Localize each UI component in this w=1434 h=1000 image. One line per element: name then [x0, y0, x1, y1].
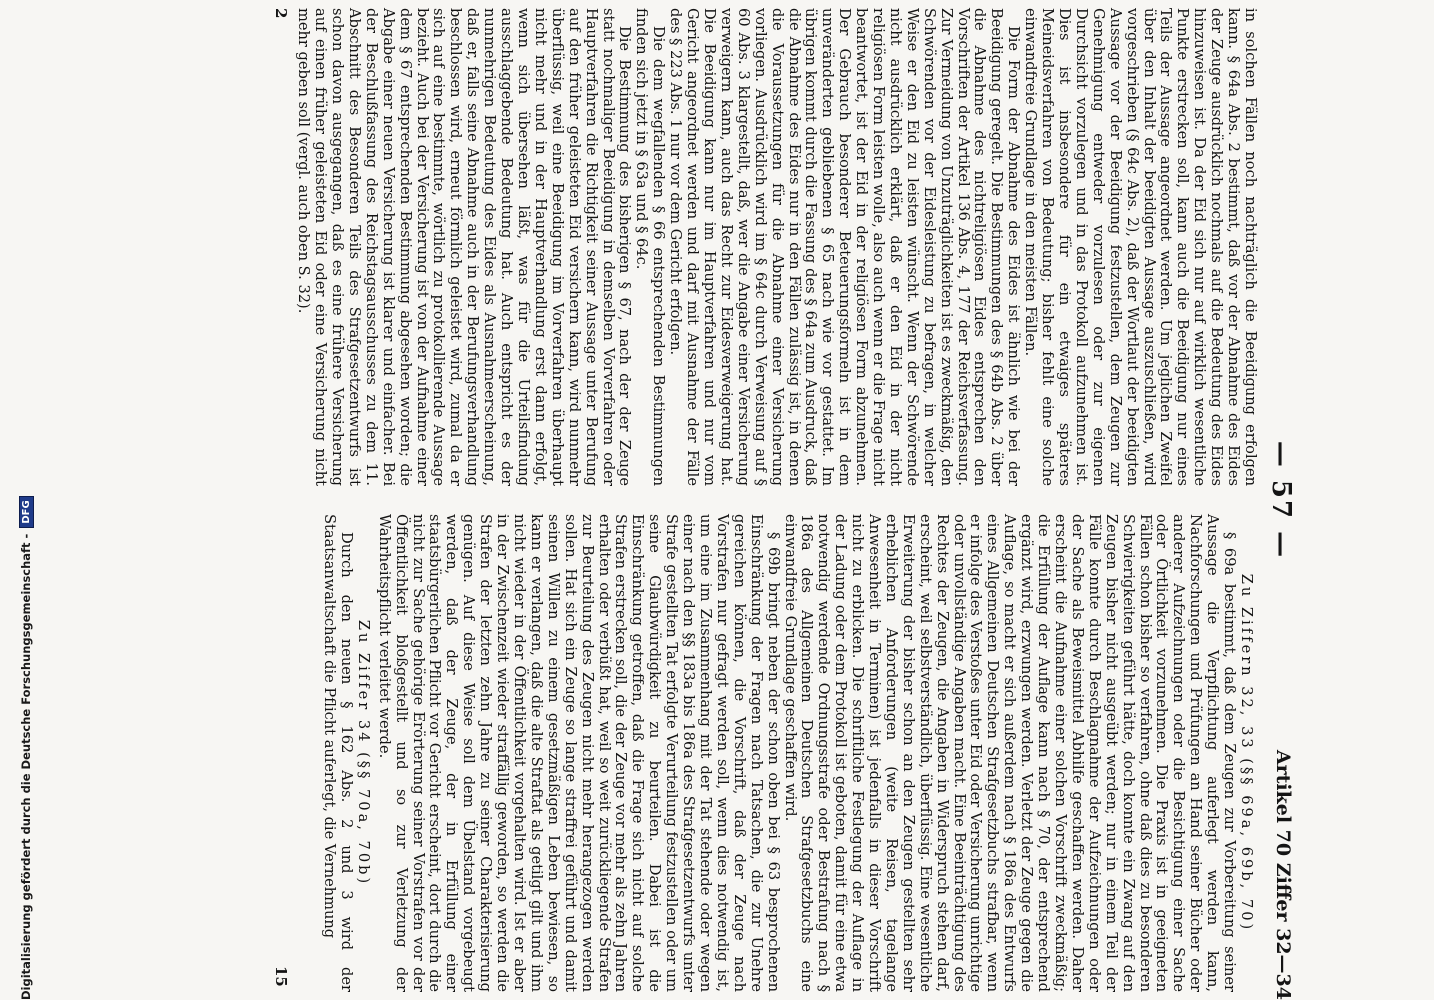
left-paragraph-4: Die Bestimmung des bisherigen § 67, nach der der Zeuge statt nochmaliger Beeidigung in demselben Vorverfahren oder Hauptverfahren die Richtigkeit seiner Aussage unter Berufung auf den früher geleisteten Eid versichern kann, wird nunmehr überflüssig, weil eine Beeidigung im Vorverfahren überhaupt nicht mehr und in der Hauptverhandlung erst dann erfolgt, wenn sich übersehen läßt, was für die Urteilsfindung ausschlaggebende Bedeutung hat. Auch entspricht es der nunmehrigen Bedeutung des Eides als Ausnahmeerscheinung, daß er, falls seine Abnahme auch in der Berufungsverhandlung beschlossen wird, erneut förmlich geleistet wird, zumal da er sich auf eine bestimmte, wörtlich zu protokollierende Aussage bezieht. Auch bei der Versicherung ist von der Aufnahme einer dem § 67 entsprechenden Bestimmung abgesehen worden; die Abgabe einer neuen Versicherung ist klarer und einfacher. Bei der Beschlußfassung des Reichstagsausschusses zu dem 11. Abschnitt des Besonderen Teils des Strafgesetzentwurfs ist schon davon ausgegangen, daß es eine frühere Versicherung auf einen früher geleisteten Eid oder eine Versicherung nicht mehr geben soll (vergl. auch oben S. 32). — [295, 8, 634, 486]
right-paragraph-1: § 69a bestimmt, daß dem Zeugen zur Vorbereitung seiner Aussage die Verpflichtung auferlegt werden kann, Nachforschungen und Prüfungen an Hand seiner Bücher oder anderer Aufzeichnungen oder die Besichtigung einer Sache oder Örtlichkeit vorzunehmen. Die Praxis ist in geeigneten Fällen schon bisher so verfahren, ohne daß dies zu besonderen Schwierigkeiten geführt hätte, doch konnte ein Zwang auf den Zeugen bisher nicht ausgeübt werden; nur in einem Teil der Fälle konnte durch Beschlagnahme der Aufzeichnungen oder der Sache als Beweismittel Abhilfe geschaffen werden. Daher erscheint die Aufnahme einer solchen Vorschrift zweckmäßig; die Erfüllung der Auflage kann nach § 70, der entsprechend ergänzt wird, erzwungen werden. Verletzt der Zeuge gegen die Auflage, so macht er sich außerdem nach § 186a des Entwurfs eines Allgemeinen Deutschen Strafgesetzbuchs strafbar, wenn er infolge des Verstoßes unter Eid oder Versicherung unrichtige oder unvollständige Angaben macht. Eine Beeinträchtigung des Rechtes der Zeugen, die Angaben in Widerspruch stehen darf, erscheint, weil selbstverständlich, überflüssig. Eine wesentliche Erweiterung der bisher schon an den Zeugen gestellten sehr erheblichen Anforderungen (weite Reisen, tagelange Anwesenheit in Terminen) ist jedenfalls in dieser Vorschrift nicht zu erblicken. Die schriftliche Festlegung der Auflage in der Ladung oder dem Protokoll ist geboten, damit für eine etwa notwendig werdende Ordnungsstrafe oder Bestrafung nach § 186a des Allgemeinen Deutschen Strafgesetzbuchs eine einwandfreie Grundlage geschaffen wird. — [781, 514, 1239, 992]
left-paragraph-2: Die Form der Abnahme des Eides ist ähnlich wie bei der Beeidigung geregelt. Die Bestimmungen des § 64b Abs. 2 über die Abnahme des nichtreligiösen Eides entsprechen den Vorschriften der Artikel 136 Abs. 4, 177 der Reichsverfassung. Zur Vermeidung von Unzuträglichkeiten ist es zweckmäßig, den Schwörenden vor der Eidesleistung zu befragen, in welcher Weise er den Eid zu leisten wünscht. Wenn der Schwörende nicht ausdrücklich erklärt, daß er den Eid in der nicht religiösen Form leisten wolle, also auch wenn er die Frage nicht beantwortet, ist der Eid in der religiösen Form abzunehmen. Der Gebrauch besonderer Beteuerungsformeln ist in dem unveränderten gebliebenen § 65 nach wie vor gestattet. Im übrigen kommt durch die Fassung des § 64a zum Ausdruck, daß die Abnahme des Eides nur in den Fällen zulässig ist, in denen die Voraussetzungen für die Abnahme einer Versicherung vorliegen. Ausdrücklich wird im § 64c durch Verweisung auf § 60 Abs. 3 klargestellt, daß, wer die Angabe einer Versicherung verweigern kann, auch das Recht zur Eidesverweigerung hat. Die Beeidigung kann nur im Hauptverfahren und nur vom Gericht angeordnet werden und darf mit Ausnahme der Fälle des § 223 Abs. 1 nur vor dem Gericht erfolgen. — [667, 8, 1023, 486]
left-paragraph-1: in solchen Fällen noch nachträglich die Beeidigung erfolgen kann. § 64a Abs. 2 bestimmt, daß vor der Abnahme des Eides der Zeuge ausdrücklich nochmals auf die Bedeutung des Eides hinzuweisen ist. Da der Eid sich nur auf wirklich wesentliche Punkte erstrecken soll, kann auch die Beeidigung nur eines Teils der Aussage angeordnet werden. Um jeglichen Zweifel über den Inhalt der beeidigten Aussage auszuschließen, wird vorgeschrieben (§ 64c Abs. 2), daß der Wortlaut der beeidigten Aussage vor der Beeidigung festzustellen, dem Zeugen zur Genehmigung entweder vorzulesen oder zur eigenen Durchsicht vorzulegen und in das Protokoll aufzunehmen ist. Dies ist insbesondere für ein etwaiges späteres Meineidsverfahren von Bedeutung; bisher fehlt eine solche einwandfreie Grundlage in den meisten Fällen. — [1022, 8, 1259, 486]
signature-mark-left: 2 — [272, 8, 290, 19]
page-number: — 57 — — [1266, 440, 1296, 560]
left-column — [294, 8, 1258, 486]
right-paragraph-3: Durch den neuen § 162 Abs. 2 und 3 wird der Staatsanwaltschaft die Pflicht auferlegt, die Vernehmung — [321, 514, 355, 992]
running-head — [1266, 0, 1296, 1000]
left-paragraph-3: Die dem wegfallenden § 66 entsprechenden Bestimmungen finden sich jetzt in § 63a und § 64c. — [633, 8, 668, 486]
digitization-note-text: Digitalisierung gefördert durch die Deutsche Forschungsgemeinschaft - — [19, 533, 33, 1000]
rotated-page — [120, 0, 1300, 1000]
right-paragraph-2: § 69b bringt neben der schon oben bei § 63 besprochenen Einschränkung der Fragen nach Tatsachen, die zur Unehre gereichen können, die Vorschrift, daß der Zeuge nach Vorstrafen nur gefragt werden soll, wenn dies notwendig ist, um eine im Zusammenhang mit der Tat stehende oder wegen einer nach den §§ 183a bis 186a des Strafgesetzentwurfs unter Strafe gestellten Tat erfolgte Verurteilung festzustellen oder um seine Glaubwürdigkeit zu beurteilen. Dabei ist die Einschränkung getroffen, daß die Frage sich nicht auf solche Strafen erstrecken soll, die der Zeuge vor mehr als zehn Jahren erhalten oder verbüßt hat, weil so weit zurückliegende Strafen zur Beurteilung des Zeugen nicht mehr herangezogen werden sollen. Hat sich ein Zeuge so lange straffrei geführt und damit seinen Willen zu einem gesetzmäßigen Leben bewiesen, so kann er verlangen, daß die alte Straftat als getilgt gilt und ihm nicht wieder in der Öffentlichkeit vorgehalten wird. Ist er aber in der Zwischenzeit wieder straffällig geworden, so werden die Strafen der letzten zehn Jahre zu seiner Charakterisierung genügen. Auf diese Weise soll dem Übelstand vorgebeugt werden, daß der Zeuge, der in Erfüllung einer staatsbürgerlichen Pflicht vor Gericht erscheint, dort durch die nicht zur Sache gehörige Erörterung seiner Vorstrafen vor der Öffentlichkeit bloßgestellt und so zur Verletzung der Wahrheitspflicht verleitet werde. — [375, 514, 782, 992]
section-heading-34: Zu Ziffer 34 (§§ 70a, 70b) — [354, 619, 372, 887]
digitization-note — [16, 0, 36, 1000]
section-heading-32-33: Zu Ziffern 32, 33 (§§ 69a, 69b, 70) — [1238, 573, 1255, 933]
dfg-logo-icon: DFG — [19, 496, 34, 527]
section-reference: Artikel 70 Ziffer 32—34 — [1272, 749, 1294, 1000]
signature-mark-right: 15 — [272, 966, 290, 987]
right-column — [320, 514, 1258, 992]
